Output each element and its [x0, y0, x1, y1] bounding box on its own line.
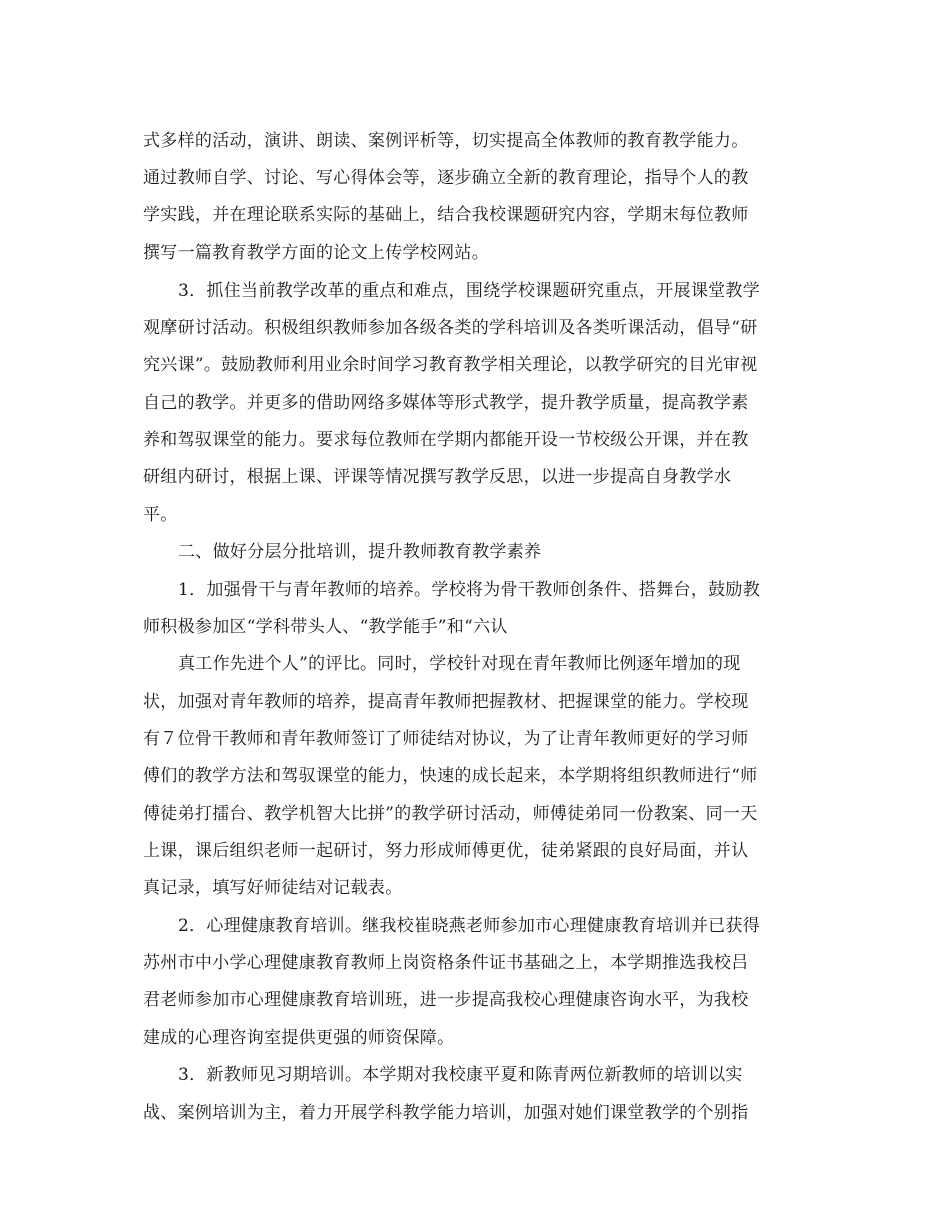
text-line: 自己的教学。并更多的借助网络多媒体等形式教学，提升教学质量，提高教学素 — [143, 393, 749, 413]
text-line: 有７位骨干教师和青年教师签订了师徒结对协议，为了让青年教师更好的学习师 — [143, 729, 749, 749]
text-line: 3．抓住当前教学改革的重点和难点，围绕学校课题研究重点，开展课堂教学 — [178, 281, 761, 301]
text-line: 通过教师自学、讨论、写心得体会等，逐步确立全新的教育理论，指导个人的教 — [143, 168, 749, 188]
text-line: 傅们的教学方法和驾驭课堂的能力，快速的成长起来，本学期将组织教师进行“师 — [143, 766, 758, 786]
text-line: 平。 — [143, 505, 178, 525]
text-line: 学实践，并在理论联系实际的基础上，结合我校课题研究内容，学期末每位教师 — [143, 205, 749, 225]
text-line: 3．新教师见习期培训。本学期对我校康平夏和陈青两位新教师的培训以实 — [178, 1065, 743, 1085]
text-line: 1．加强骨干与青年教师的培养。学校将为骨干教师创条件、搭舞台，鼓励教 — [178, 580, 761, 600]
text-line: 师积极参加区“学科带头人、“教学能手”和“六认 — [143, 617, 508, 637]
text-line: 战、案例培训为主，着力开展学科教学能力培训，加强对她们课堂教学的个别指 — [143, 1103, 749, 1123]
text-line: 2．心理健康教育培训。继我校崔晓燕老师参加市心理健康教育培训并已获得 — [178, 916, 761, 936]
text-line: 苏州市中小学心理健康教育教师上岗资格条件证书基础之上，本学期推选我校吕 — [143, 953, 749, 973]
text-line: 状，加强对青年教师的培养，提高青年教师把握教材、把握课堂的能力。学校现 — [143, 692, 749, 712]
text-line: 究兴课”。鼓励教师利用业余时间学习教育教学相关理论，以教学研究的目光审视 — [143, 355, 758, 375]
text-line: 真记录，填写好师徒结对记载表。 — [143, 878, 403, 898]
text-line: 真工作先进个人”的评比。同时，学校针对现在青年教师比例逐年增加的现 — [178, 654, 741, 674]
text-line: 式多样的活动，演讲、朗读、案例评析等，切实提高全体教师的教育教学能力。 — [143, 131, 749, 151]
text-line: 研组内研讨，根据上课、评课等情况撰写教学反思，以进一步提高自身教学水 — [143, 467, 732, 487]
section-heading: 二、做好分层分批培训，提升教师教育教学素养 — [178, 542, 542, 562]
text-line: 君老师参加市心理健康教育培训班，进一步提高我校心理健康咨询水平，为我校 — [143, 990, 749, 1010]
text-line: 建成的心理咨询室提供更强的师资保障。 — [143, 1028, 455, 1048]
text-line: 上课，课后组织老师一起研讨，努力形成师傅更优，徒弟紧跟的良好局面，并认 — [143, 841, 749, 861]
text-line: 撰写一篇教育教学方面的论文上传学校网站。 — [143, 243, 489, 263]
text-line: 养和驾驭课堂的能力。要求每位教师在学期内都能开设一节校级公开课，并在教 — [143, 430, 749, 450]
text-line: 傅徒弟打擂台、教学机智大比拼”的教学研讨活动，师傅徒弟同一份教案、同一天 — [143, 804, 758, 824]
text-line: 观摩研讨活动。积极组织教师参加各级各类的学科培训及各类听课活动，倡导“研 — [143, 318, 758, 338]
